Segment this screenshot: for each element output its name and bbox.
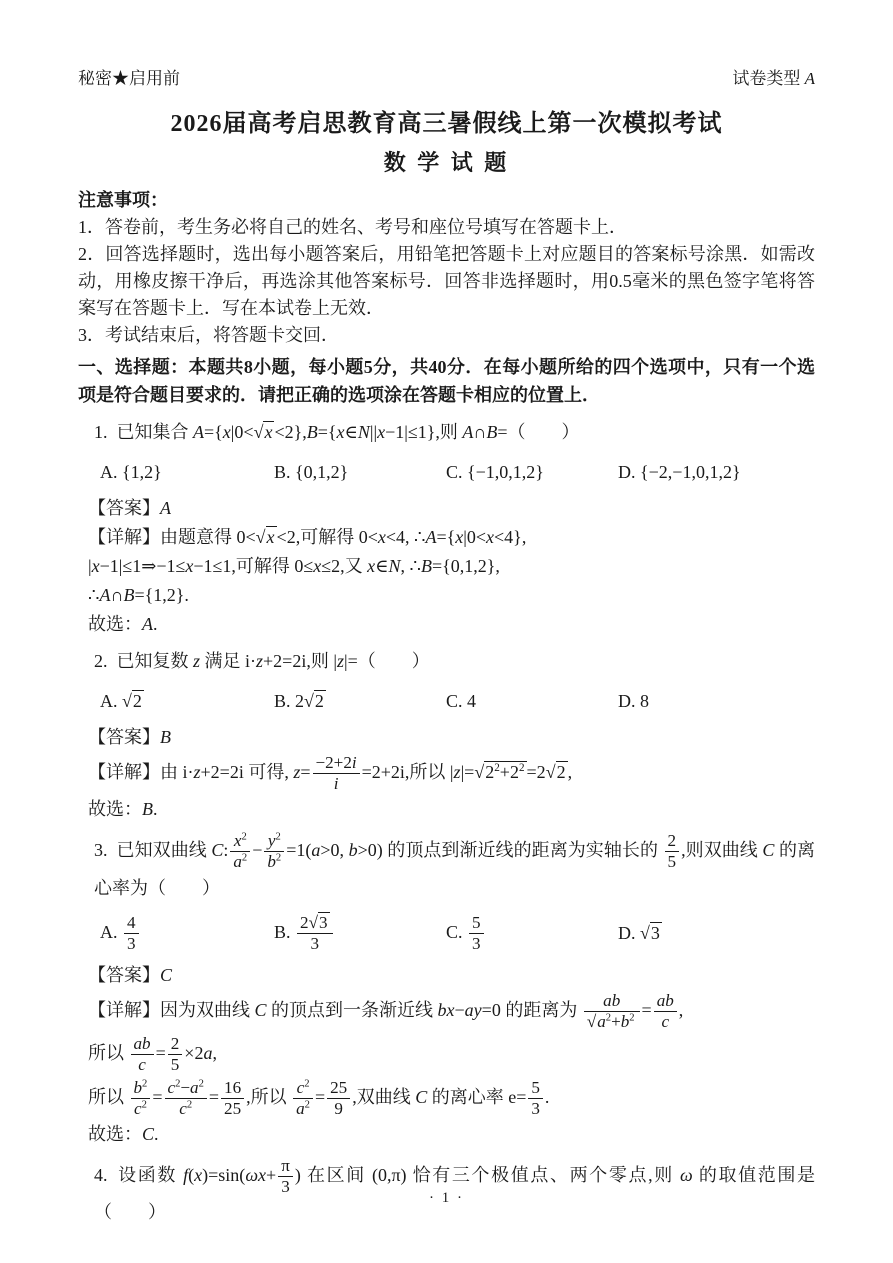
- question-1-stem: [78, 417, 815, 447]
- notice-item-1: 1．答卷前，考生务必将自己的姓名、考号和座位号填写在答题卡上．: [78, 217, 627, 237]
- question-2-options: [78, 686, 815, 716]
- question-1-answer: 【答案】A: [88, 498, 171, 518]
- question-3-option-a: A. $\frac{4}{3}$: [100, 913, 274, 954]
- question-2: [78, 646, 815, 823]
- question-2-option-a: A. √2: [100, 691, 142, 711]
- question-1-option-c: C. {−1,0,1,2}: [446, 462, 544, 482]
- question-1-option-a: A. {1,2}: [100, 462, 162, 482]
- question-2-answer: 【答案】B: [88, 727, 171, 747]
- question-3-explanation-2: 所以 $\frac{ab}{c}$ = $\frac{2}{5}$ ×2a,: [88, 1034, 217, 1075]
- question-3-option-b: B. $\frac{2√3}{3}$: [274, 913, 446, 954]
- question-3-number: 3.: [94, 840, 108, 861]
- paper-type-label: 试卷类型 A: [732, 69, 815, 88]
- question-2-option-b: B. 2√2: [274, 691, 324, 711]
- notice-item-3: 3．考试结束后，将答题卡交回．: [78, 325, 339, 345]
- question-3-option-d: D. √3: [618, 923, 660, 944]
- question-3-explanation-3: 所以 $\frac{b^2}{c^2}$ = $\frac{c^2-a^2}{c^2}$ = $\frac{16}{25}$ ,所以 $\frac{c^2}{a^2}$ = $\frac{25}{9}$ ,双曲线 C 的离心率 e= $\frac{5}{3}$ .: [88, 1077, 550, 1118]
- question-3-stem: [78, 831, 815, 902]
- question-1-explanation-2: |x−1|≤1⇒−1≤x−1≤1,可解得 0≤x≤2,又 x∈N, ∴B={0,1,2},: [88, 556, 500, 576]
- question-1-text: 已知集合 A={x|0<√x <2},B={x∈N||x−1|≤1},则 A∩B=（ ）: [116, 422, 580, 442]
- question-1-explanation-1: 【详解】由题意得 0<√x <2,可解得 0<x<4, ∴A={x|0<x<4},: [88, 527, 527, 547]
- question-4-text: 设函数 f(x)=sin(ωx+ $\frac{\pi}{3}$ ) 在区间 (0,π) 恰有三个极值点、两个零点,则 ω 的取值范围是（ ）: [94, 1155, 816, 1223]
- notice-heading: 注意事项：: [78, 190, 168, 210]
- question-1-conclusion: 故选：A.: [88, 614, 158, 634]
- question-3-text: 已知双曲线 C: $\frac{x^2}{a^2}$ − $\frac{y^2}{b^2}$ =1(a>0, b>0) 的顶点到渐近线的距离为实轴长的 $\frac{2}{5}$ ,则双曲线 C 的离心率为（ ）: [94, 831, 816, 898]
- question-1-option-b: B. {0,1,2}: [274, 462, 349, 482]
- notice-item-2: 2．回答选择题时，选出每小题答案后，用铅笔把答题卡上对应题目的答案标号涂黑．如需改动，用橡皮擦干净后，再选涂其他答案标号．回答非选择题时，用0.5毫米的黑色签字笔将答案写在答题卡上．写在本试卷上无效．: [78, 244, 815, 318]
- question-2-stem: [78, 646, 815, 676]
- question-2-conclusion: 故选：B.: [88, 799, 158, 820]
- question-1-number: 1.: [94, 422, 108, 442]
- exam-subtitle: 数 学 试 题: [383, 150, 510, 175]
- question-1: [78, 417, 815, 638]
- section-1-heading: 一、选择题：本题共8小题，每小题5分，共40分．在每小题所给的四个选项中，只有一个选项是符合题目要求的．请把正确的选项涂在答题卡相应的位置上．: [78, 357, 815, 405]
- page-header: [78, 64, 815, 89]
- question-3-answer: 【答案】C: [88, 964, 173, 985]
- question-2-explanation-1: 【详解】由 i·z+2=2i 可得, z= $\frac{-2+2i}{i}$ =2+2i,所以 $|z|=√2^2+2^2 =2√2$ ,: [88, 753, 573, 794]
- exam-title: 2026届高考启思教育高三暑假线上第一次模拟考试: [170, 111, 723, 137]
- page-number: · 1 ·: [429, 1190, 464, 1206]
- question-1-options: [78, 457, 815, 487]
- question-2-option-d: D. 8: [618, 691, 649, 711]
- question-2-option-c: C. 4: [446, 691, 477, 711]
- classification-label: 秘密★启用前: [78, 69, 180, 88]
- question-2-text: 已知复数 z 满足 i·z+2=2i,则 |z|=（ ）: [116, 651, 430, 671]
- question-1-option-d: D. {−2,−1,0,1,2}: [618, 462, 741, 482]
- question-3-options: [78, 913, 815, 954]
- question-3-conclusion: 故选：C.: [88, 1123, 159, 1144]
- question-3-explanation-1: 【详解】因为双曲线 C 的顶点到一条渐近线 bx−ay=0 的距离为 $\frac{ab}{√a^2+b^2}$ = $\frac{ab}{c}$ ,: [88, 990, 684, 1032]
- question-3: [78, 831, 815, 1148]
- question-1-explanation-3: ∴A∩B={1,2}.: [88, 585, 189, 605]
- question-2-number: 2.: [94, 651, 108, 671]
- question-4-number: 4.: [94, 1164, 108, 1185]
- question-3-option-c: C. $\frac{5}{3}$: [446, 913, 618, 954]
